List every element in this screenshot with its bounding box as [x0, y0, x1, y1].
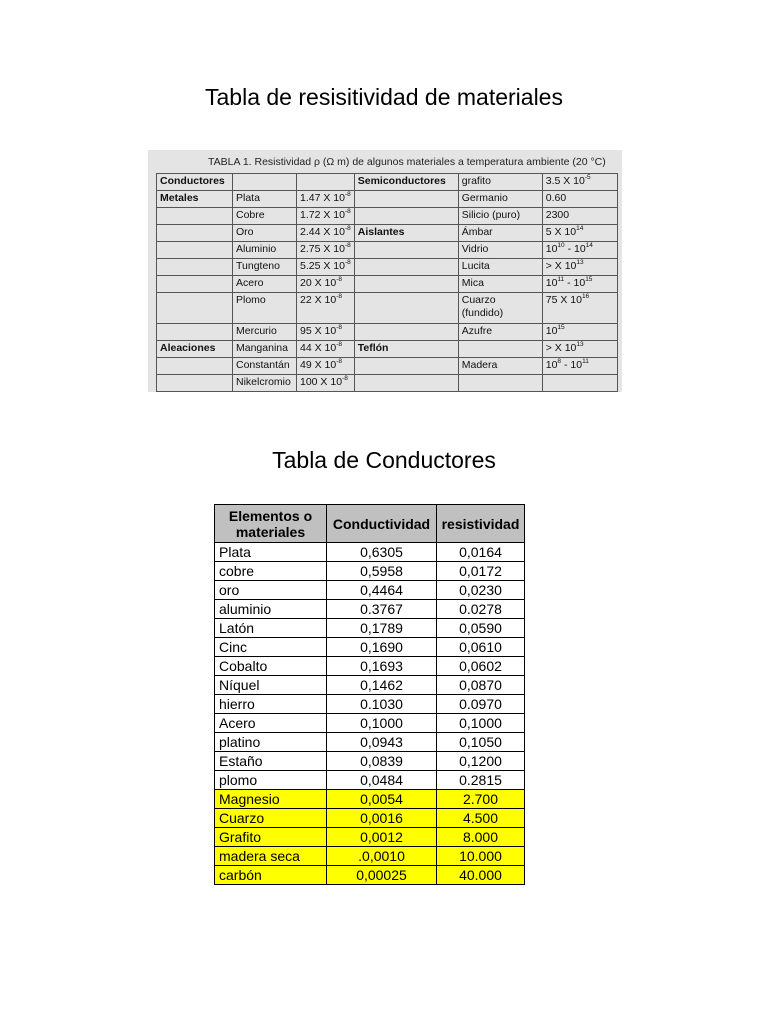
cell-text: 10: [545, 243, 558, 255]
table-cell-c4: [354, 324, 458, 341]
cell-text: 2.44 X 10: [300, 226, 345, 238]
cell-exponent: -8: [344, 225, 351, 232]
table-cell-c2: [233, 225, 297, 242]
cell-exponent: 15: [585, 276, 593, 283]
table-cell-c4: [354, 174, 458, 191]
table-cell-name: carbón: [215, 866, 327, 885]
cell-exponent: 15: [557, 324, 565, 331]
table-cell-name: Estaño: [215, 752, 327, 771]
table-cell-c1: [157, 225, 233, 242]
table-cell-cond: 0,0016: [327, 809, 437, 828]
table-cell-c4: [354, 293, 458, 324]
table-cell-res: 0.2815: [437, 771, 525, 790]
cell-text: Aislantes: [357, 226, 405, 238]
cell-exponent: 16: [581, 293, 590, 300]
table-row: [157, 242, 618, 259]
cell-text: - 10: [564, 277, 586, 289]
cell-exponent: 13: [576, 341, 584, 348]
table-row: [157, 225, 618, 242]
table-cell-c1: [157, 276, 233, 293]
table-cell-res: 0,0172: [437, 562, 525, 581]
tabla-resistividad-caption: TABLA 1. Resistividad ρ (Ω m) de algunos materiales a temperatura ambiente (20 °C): [208, 156, 606, 168]
table-cell-c1: [157, 259, 233, 276]
table-row: [215, 543, 525, 562]
table-cell-c3: [297, 341, 355, 358]
table-cell-c4: [354, 208, 458, 225]
table-cell-c5: [458, 276, 542, 293]
cell-exponent: -8: [344, 191, 351, 198]
table-row: [157, 174, 618, 191]
cell-text: 1.72 X 10: [300, 209, 345, 221]
cell-text: Mercurio: [236, 325, 277, 337]
table-row: [215, 733, 525, 752]
table-cell-cond: 0,1693: [327, 657, 437, 676]
table-cell-c6: [542, 174, 617, 191]
table-cell-c1: [157, 191, 233, 208]
cell-exponent: -8: [342, 375, 348, 382]
tabla-resistividad: [156, 173, 618, 392]
cell-exponent: 14: [576, 225, 584, 232]
table-cell-name: hierro: [215, 695, 327, 714]
table-cell-cond: 0,1789: [327, 619, 437, 638]
cell-exponent: -8: [336, 358, 342, 365]
table-row: [215, 695, 525, 714]
table-cell-name: aluminio: [215, 600, 327, 619]
table-cell-c6: [542, 276, 617, 293]
cell-text: Teflón: [357, 342, 389, 354]
table-cell-c6: [542, 375, 617, 392]
cell-exponent: -8: [336, 293, 342, 300]
cell-text: 20 X 10: [300, 277, 337, 289]
table-cell-c3: [297, 276, 355, 293]
cell-text: Plomo: [236, 294, 266, 306]
table-cell-c3: [297, 293, 355, 324]
table-cell-c2: [233, 242, 297, 259]
cell-text: 2.75 X 10: [300, 243, 345, 255]
table-cell-c5: [458, 191, 542, 208]
table-cell-cond: .0,0010: [327, 847, 437, 866]
table-cell-cond: 0.1030: [327, 695, 437, 714]
cell-text: 22 X 10: [300, 294, 337, 306]
cell-exponent: -8: [336, 276, 342, 283]
table-row: [215, 809, 525, 828]
table-cell-c4: [354, 259, 458, 276]
table-cell-res: 8.000: [437, 828, 525, 847]
table-cell-res: 0.0278: [437, 600, 525, 619]
table-row: [215, 771, 525, 790]
cell-text: - 10: [564, 243, 586, 255]
table-row: [215, 847, 525, 866]
cell-text: Plata: [236, 192, 260, 204]
table-row: [215, 638, 525, 657]
table-cell-cond: 0,6305: [327, 543, 437, 562]
cell-text: Nikelcromio: [236, 376, 291, 388]
table-cell-res: 0,0602: [437, 657, 525, 676]
page-title-resistividad: Tabla de resisitividad de materiales: [205, 84, 563, 110]
table-cell-c4: [354, 242, 458, 259]
table-cell-name: Cobalto: [215, 657, 327, 676]
table-cell-c6: [542, 341, 617, 358]
cell-exponent: 11: [557, 276, 565, 283]
cell-text: Constantán: [236, 359, 290, 371]
table-header-row: [215, 505, 525, 543]
table-cell-res: 0,1000: [437, 714, 525, 733]
cell-text: Cobre: [236, 209, 265, 221]
header-resistividad: resistividad: [437, 505, 525, 543]
table-cell-cond: 0.3767: [327, 600, 437, 619]
cell-text: Aleaciones: [160, 342, 216, 354]
table-cell-name: Cuarzo: [215, 809, 327, 828]
table-row: [157, 276, 618, 293]
table-row: [215, 657, 525, 676]
table-cell-c1: [157, 174, 233, 191]
table-cell-name: Cinc: [215, 638, 327, 657]
table-cell-c2: [233, 208, 297, 225]
cell-text: 10: [545, 277, 558, 289]
table-cell-cond: 0,0943: [327, 733, 437, 752]
cell-text: - 10: [561, 359, 583, 371]
table-cell-c6: [542, 225, 617, 242]
cell-exponent: -5: [584, 174, 591, 181]
table-cell-c3: [297, 358, 355, 375]
tabla-resistividad-image: [148, 150, 622, 392]
cell-text: Aluminio: [236, 243, 277, 255]
table-cell-c4: [354, 358, 458, 375]
table-cell-c6: [542, 293, 617, 324]
table-cell-cond: 0,0839: [327, 752, 437, 771]
table-cell-c6: [542, 191, 617, 208]
cell-text: Semiconductores: [357, 175, 446, 187]
tabla-conductores: [214, 504, 525, 885]
table-cell-c1: [157, 341, 233, 358]
table-cell-c2: [233, 293, 297, 324]
table-cell-c5: [458, 259, 542, 276]
cell-text: Conductores: [160, 175, 225, 187]
table-row: [215, 790, 525, 809]
table-cell-c1: [157, 375, 233, 392]
cell-text: Silicio (puro): [461, 209, 521, 221]
table-cell-c6: [542, 208, 617, 225]
cell-text: 3.5 X 10: [545, 175, 585, 187]
table-row: [157, 191, 618, 208]
table-cell-c6: [542, 242, 617, 259]
table-cell-res: 0,0870: [437, 676, 525, 695]
table-cell-c5: [458, 358, 542, 375]
cell-text: > X 10: [545, 260, 577, 272]
table-cell-c1: [157, 324, 233, 341]
table-row: [157, 259, 618, 276]
table-cell-res: 10.000: [437, 847, 525, 866]
table-cell-name: Acero: [215, 714, 327, 733]
table-row: [157, 341, 618, 358]
table-cell-c4: [354, 276, 458, 293]
cell-exponent: -8: [336, 341, 342, 348]
table-cell-c5: [458, 293, 542, 324]
header-elementos: Elementos o materiales: [215, 505, 327, 543]
cell-text: grafito: [461, 175, 491, 187]
table-row: [157, 375, 618, 392]
table-cell-c3: [297, 208, 355, 225]
header-conductividad: Conductividad: [327, 505, 437, 543]
cell-exponent: 8: [557, 358, 562, 365]
cell-text: Lucita: [461, 260, 490, 272]
table-cell-cond: 0,1462: [327, 676, 437, 695]
cell-text: 100 X 10: [300, 376, 343, 388]
cell-text: Ámbar: [461, 226, 493, 238]
table-cell-cond: 0,1690: [327, 638, 437, 657]
table-cell-cond: 0,00025: [327, 866, 437, 885]
cell-text: 1.47 X 10: [300, 192, 345, 204]
cell-exponent: 10: [557, 242, 565, 249]
table-cell-c5: [458, 225, 542, 242]
table-cell-c5: [458, 208, 542, 225]
table-cell-c1: [157, 208, 233, 225]
cell-exponent: -8: [344, 242, 351, 249]
table-cell-c2: [233, 375, 297, 392]
table-cell-c6: [542, 324, 617, 341]
table-cell-c3: [297, 242, 355, 259]
table-row: [157, 293, 618, 324]
table-cell-c4: [354, 191, 458, 208]
table-row: [215, 562, 525, 581]
table-cell-c2: [233, 191, 297, 208]
cell-text: Vidrio: [461, 243, 489, 255]
table-row: [215, 828, 525, 847]
table-cell-cond: 0,0484: [327, 771, 437, 790]
table-cell-c3: [297, 174, 355, 191]
table-cell-res: 2.700: [437, 790, 525, 809]
cell-text: 5.25 X 10: [300, 260, 345, 272]
cell-text: Madera: [461, 359, 498, 371]
table-row: [157, 324, 618, 341]
table-cell-res: 0,0230: [437, 581, 525, 600]
table-cell-c5: [458, 242, 542, 259]
table-cell-name: cobre: [215, 562, 327, 581]
table-cell-name: Níquel: [215, 676, 327, 695]
cell-text: Mica: [461, 277, 484, 289]
table-cell-res: 0,0590: [437, 619, 525, 638]
cell-text: 10: [545, 325, 558, 337]
table-row: [215, 676, 525, 695]
table-cell-c1: [157, 242, 233, 259]
table-cell-c2: [233, 341, 297, 358]
table-cell-name: Grafito: [215, 828, 327, 847]
table-cell-c6: [542, 358, 617, 375]
cell-text: 75 X 10: [545, 294, 582, 306]
table-cell-cond: 0,1000: [327, 714, 437, 733]
cell-text: 95 X 10: [300, 325, 337, 337]
table-cell-c1: [157, 358, 233, 375]
table-cell-c5: [458, 174, 542, 191]
table-cell-c5: [458, 341, 542, 358]
cell-exponent: 13: [576, 259, 584, 266]
table-cell-name: platino: [215, 733, 327, 752]
cell-exponent: 14: [585, 242, 593, 249]
table-cell-c3: [297, 324, 355, 341]
cell-text: Cuarzo (fundido): [461, 294, 504, 319]
table-cell-res: 40.000: [437, 866, 525, 885]
page-title-conductores: Tabla de Conductores: [272, 447, 496, 473]
table-row: [157, 208, 618, 225]
cell-text: 44 X 10: [300, 342, 337, 354]
table-cell-c2: [233, 276, 297, 293]
table-cell-c1: [157, 293, 233, 324]
cell-exponent: -8: [344, 208, 351, 215]
cell-exponent: 11: [582, 358, 589, 365]
table-row: [157, 358, 618, 375]
table-cell-cond: 0,0012: [327, 828, 437, 847]
cell-text: 10: [545, 359, 558, 371]
table-cell-c2: [233, 358, 297, 375]
table-row: [215, 581, 525, 600]
cell-text: Acero: [236, 277, 264, 289]
table-cell-res: 4.500: [437, 809, 525, 828]
table-cell-name: madera seca: [215, 847, 327, 866]
table-cell-cond: 0,4464: [327, 581, 437, 600]
table-cell-name: Latón: [215, 619, 327, 638]
table-cell-c2: [233, 259, 297, 276]
cell-text: Oro: [236, 226, 254, 238]
cell-exponent: -8: [344, 259, 351, 266]
table-cell-c3: [297, 259, 355, 276]
table-row: [215, 619, 525, 638]
table-cell-c2: [233, 324, 297, 341]
table-cell-c3: [297, 375, 355, 392]
table-cell-c6: [542, 259, 617, 276]
table-cell-res: 0,0164: [437, 543, 525, 562]
table-row: [215, 752, 525, 771]
cell-text: Germanio: [461, 192, 508, 204]
cell-text: Manganina: [236, 342, 288, 354]
table-cell-name: Magnesio: [215, 790, 327, 809]
table-cell-res: 0,0610: [437, 638, 525, 657]
table-cell-cond: 0,5958: [327, 562, 437, 581]
cell-text: > X 10: [545, 342, 577, 354]
cell-text: 5 X 10: [545, 226, 577, 238]
cell-text: 2300: [545, 209, 570, 221]
cell-text: 49 X 10: [300, 359, 337, 371]
table-row: [215, 714, 525, 733]
table-cell-name: plomo: [215, 771, 327, 790]
table-row: [215, 866, 525, 885]
cell-text: Azufre: [461, 325, 493, 337]
table-cell-c4: [354, 375, 458, 392]
table-cell-res: 0.0970: [437, 695, 525, 714]
table-cell-name: oro: [215, 581, 327, 600]
cell-text: Metales: [160, 192, 199, 204]
table-cell-c5: [458, 324, 542, 341]
table-cell-c3: [297, 191, 355, 208]
table-cell-c4: [354, 225, 458, 242]
cell-exponent: -8: [336, 324, 342, 331]
table-cell-c4: [354, 341, 458, 358]
table-cell-c5: [458, 375, 542, 392]
cell-text: 0.60: [545, 192, 567, 204]
table-cell-res: 0,1050: [437, 733, 525, 752]
table-cell-cond: 0,0054: [327, 790, 437, 809]
cell-text: Tungteno: [236, 260, 280, 272]
table-cell-c3: [297, 225, 355, 242]
table-row: [215, 600, 525, 619]
table-cell-c2: [233, 174, 297, 191]
table-cell-name: Plata: [215, 543, 327, 562]
table-cell-res: 0,1200: [437, 752, 525, 771]
